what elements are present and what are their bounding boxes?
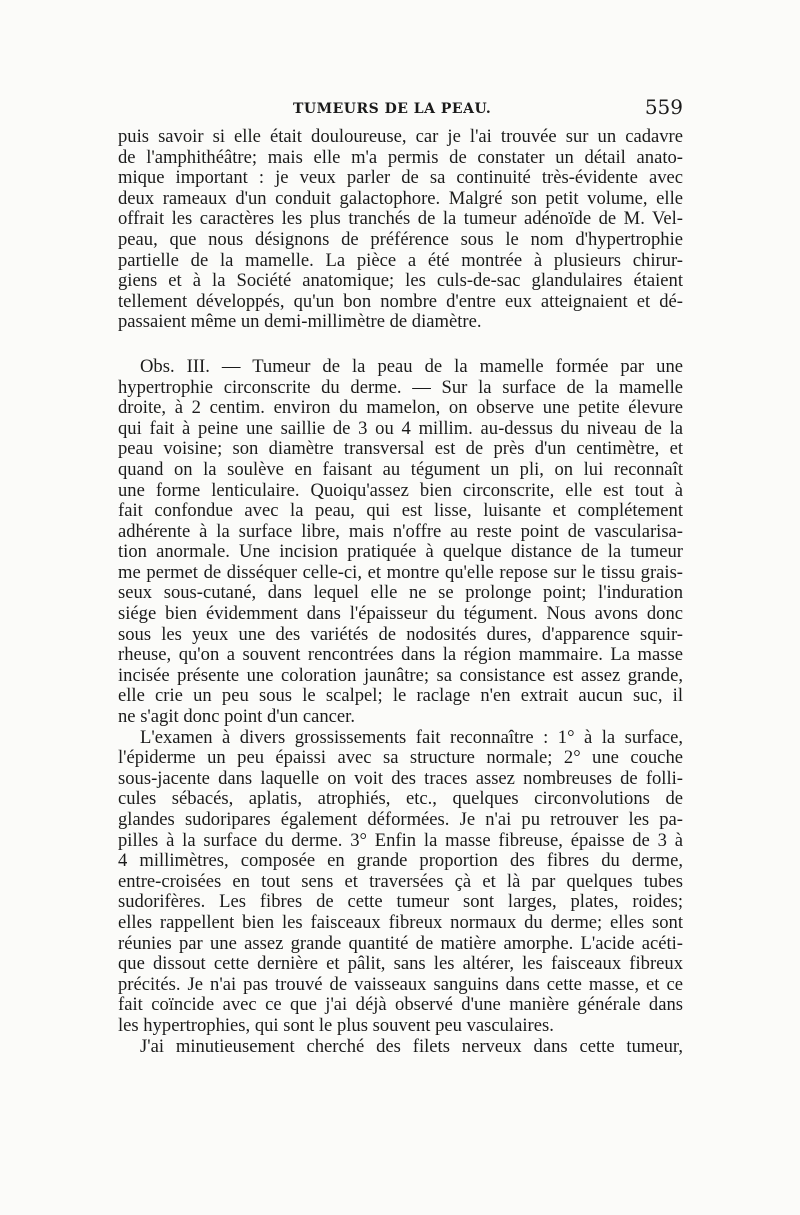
- text-line: pilles à la surface du derme. 3° Enfin la masse fibreuse, épaisse de 3 à: [118, 829, 683, 851]
- text-line: L'examen à divers grossissements fait reconnaître : 1° à la surface,: [140, 726, 683, 748]
- text-line: incisée présente une coloration jaunâtre; sa consistance est assez grande,: [118, 664, 683, 686]
- text-line: sudorifères. Les fibres de cette tumeur sont larges, plates, roides;: [118, 891, 683, 913]
- text-line: deux rameaux d'un conduit galactophore. Malgré son petit volume, elle: [118, 187, 683, 209]
- paragraph-gap: [118, 333, 683, 357]
- text-line: précités. Je n'ai pas trouvé de vaisseaux sanguins dans cette masse, et ce: [118, 973, 683, 995]
- text-line: qui fait à peine une saillie de 3 ou 4 millim. au-dessus du niveau de la: [118, 417, 683, 439]
- paragraph-observation-3: [118, 357, 683, 728]
- text-line: giens et à la Société anatomique; les culs-de-sac glandulaires étaient: [118, 270, 683, 292]
- text-line: droite, à 2 centim. environ du mamelon, on observe une petite élevure: [118, 397, 683, 419]
- text-line: adhérente à la surface libre, mais n'offre au reste point de vascularisa-: [118, 520, 683, 542]
- text-line: rheuse, qu'on a souvent rencontrées dans la région mammaire. La masse: [118, 644, 683, 666]
- text-line: une forme lenticulaire. Quoiqu'assez bien circonscrite, elle est tout à: [118, 479, 683, 501]
- text-line: que dissout cette dernière et pâlit, sans les altérer, les faisceaux fibreux: [118, 953, 683, 975]
- text-line: elle crie un peu sous le scalpel; le raclage n'en extrait aucun suc, il: [118, 685, 683, 707]
- text-line: me permet de disséquer celle-ci, et montre qu'elle repose sur le tissu grais-: [118, 561, 683, 583]
- text-line: J'ai minutieusement cherché des filets nerveux dans cette tumeur,: [140, 1035, 683, 1057]
- paragraph-1: [118, 127, 683, 333]
- text-line: cules sébacés, aplatis, atrophiés, etc., quelques circonvolutions de: [118, 788, 683, 810]
- running-title: TUMEURS DE LA PEAU.: [293, 101, 492, 117]
- text-line: fait confondue avec la peau, qui est lisse, luisante et complétement: [118, 500, 683, 522]
- text-line: entre-croisées en tout sens et traversées çà et là par quelques tubes: [118, 870, 683, 892]
- paragraph-examination: [118, 728, 683, 1037]
- text-line: puis savoir si elle était douloureuse, car je l'ai trouvée sur un cadavre: [118, 126, 683, 147]
- text-line: peau voisine; son diamètre transversal est de près d'un centimètre, et: [118, 438, 683, 460]
- text-line: tion anormale. Une incision pratiquée à quelque distance de la tumeur: [118, 541, 683, 563]
- text-line: seux sous-cutané, dans lequel elle ne se prolonge point; l'induration: [118, 582, 683, 604]
- text-line: offrait les caractères les plus tranchés de la tumeur adénoïde de M. Vel-: [118, 208, 683, 230]
- page-number: 559: [644, 95, 683, 119]
- text-line: mique important : je veux parler de sa continuité très-évidente avec: [118, 167, 683, 189]
- text-line: peau, que nous désignons de préférence sous le nom d'hypertrophie: [118, 228, 683, 250]
- text-line: sous les yeux une des variétés de nodosités dures, d'apparence squir-: [118, 623, 683, 645]
- body-text: [118, 127, 683, 1057]
- text-line: quand on la soulève en faisant au tégument un pli, on lui reconnaît: [118, 458, 683, 480]
- text-line: elles rappellent bien les faisceaux fibreux normaux du derme; elles sont: [118, 911, 683, 933]
- text-line: les hypertrophies, qui sont le plus souvent peu vasculaires.: [118, 1014, 554, 1036]
- page-header: [118, 95, 683, 125]
- text-line: ne s'agit donc point d'un cancer.: [118, 706, 355, 728]
- text-line: tellement développés, qu'un bon nombre d'entre eux atteignaient et dé-: [118, 290, 683, 312]
- text-line: sous-jacente dans laquelle on voit des traces assez nombreuses de folli-: [118, 767, 683, 789]
- text-line: siége bien évidemment dans l'épaisseur du tégument. Nous avons donc: [118, 603, 683, 625]
- text-line: partielle de la mamelle. La pièce a été montrée à plusieurs chirur-: [118, 249, 683, 271]
- text-line: 4 millimètres, composée en grande proportion des fibres du derme,: [118, 850, 683, 872]
- text-line: réunies par une assez grande quantité de matière amorphe. L'acide acéti-: [118, 932, 683, 954]
- text-line: passaient même un demi-millimètre de diamètre.: [118, 311, 482, 333]
- text-line: l'épiderme un peu épaissi avec sa structure normale; 2° une couche: [118, 747, 683, 769]
- text-line: Obs. III. — Tumeur de la peau de la mamelle formée par une: [140, 355, 683, 377]
- text-line: glandes sudoripares également déformées. Je n'ai pu retrouver les pa-: [118, 809, 683, 830]
- paragraph-nerves: [118, 1037, 683, 1058]
- text-line: fait coïncide avec ce que j'ai déjà observé d'une manière générale dans: [118, 994, 683, 1016]
- text-line: de l'amphithéâtre; mais elle m'a permis de constater un détail anato-: [118, 146, 683, 168]
- text-line: hypertrophie circonscrite du derme. — Sur la surface de la mamelle: [118, 376, 683, 398]
